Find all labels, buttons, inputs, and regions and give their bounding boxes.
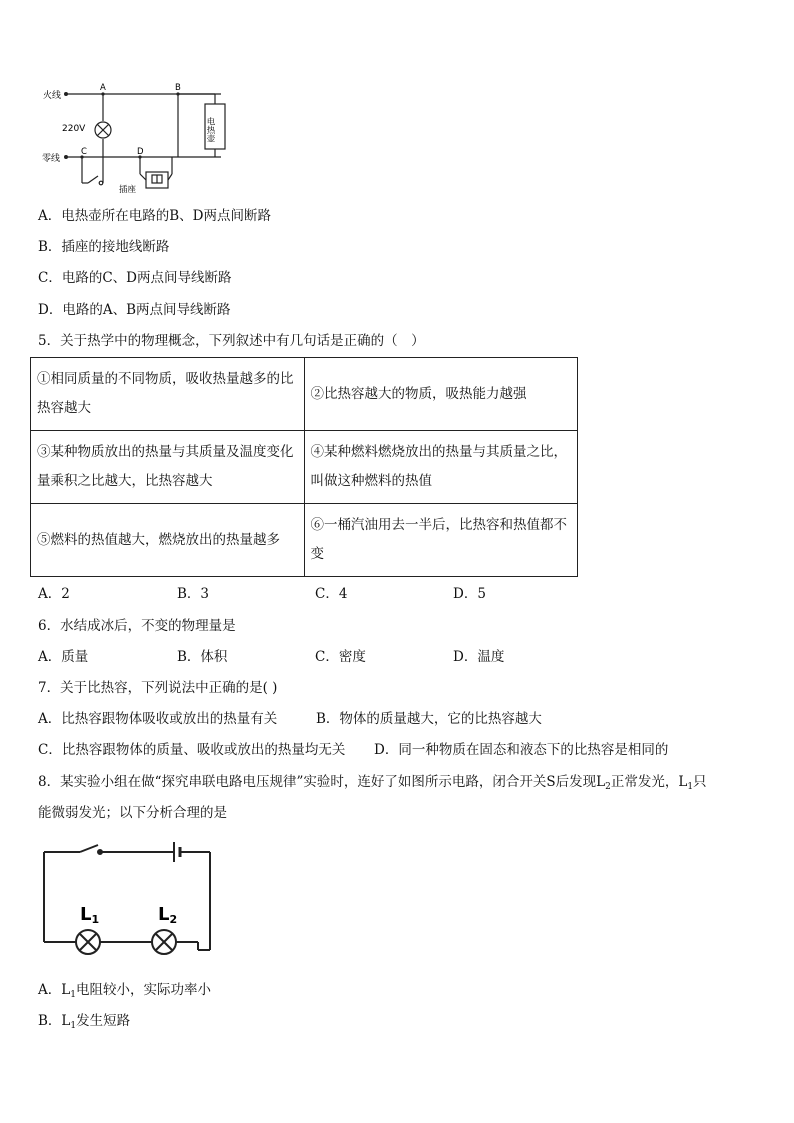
q7-option-a[interactable]: A．比热容跟物体吸收或放出的热量有关 (38, 711, 278, 727)
socket-label: 插座 (119, 185, 137, 195)
series-circuit-diagram (38, 840, 218, 962)
q4-option-a[interactable]: A．电热壶所在电路的B、D两点间断路 (38, 208, 271, 224)
q5-option-b[interactable]: B．3 (177, 586, 210, 602)
q6-option-c[interactable]: C．密度 (315, 649, 366, 665)
q7-option-c[interactable]: C．比热容跟物体的质量、吸收或放出的热量均无关 (38, 742, 346, 758)
q5-option-c[interactable]: C．4 (315, 586, 348, 602)
voltage-label: 220V (62, 124, 86, 134)
q5-option-a[interactable]: A．2 (38, 586, 70, 602)
statement-1: ①相同质量的不同物质，吸收热量越多的比热容越大 (31, 358, 305, 431)
q6-option-b[interactable]: B．体积 (177, 649, 228, 665)
q7-option-d[interactable]: D．同一种物质在固态和液态下的比热容是相同的 (374, 742, 669, 758)
statement-4: ④某种燃料燃烧放出的热量与其质量之比，叫做这种燃料的热值 (304, 431, 578, 504)
point-a-label: A (100, 83, 106, 93)
statement-6: ⑥一桶汽油用去一半后，比热容和热值都不变 (304, 504, 578, 577)
statement-2: ②比热容越大的物质，吸热能力越强 (304, 358, 578, 431)
q4-option-b[interactable]: B．插座的接地线断路 (38, 239, 170, 255)
lamp-l2-label: L2 (158, 904, 178, 926)
household-circuit-diagram (36, 80, 236, 196)
point-c-label: C (81, 147, 87, 157)
statement-3: ③某种物质放出的热量与其质量及温度变化量乘积之比越大，比热容越大 (31, 431, 305, 504)
q5-statement-table (30, 357, 578, 577)
q6-option-a[interactable]: A．质量 (38, 649, 89, 665)
lamp-l1-label: L1 (80, 904, 100, 926)
q4-option-c[interactable]: C．电路的C、D两点间导线断路 (38, 270, 232, 286)
q5-option-d[interactable]: D．5 (453, 586, 486, 602)
point-d-label: D (137, 147, 144, 157)
q8-stem-line1: 8．某实验小组在做“探究串联电路电压规律”实验时，连好了如图所示电路，闭合开关S后发现$L_2$正常发光，$L_1$只 (38, 774, 707, 792)
live-wire-label: 火线 (43, 91, 62, 101)
point-b-label: B (175, 83, 181, 93)
q6-option-d[interactable]: D．温度 (453, 649, 505, 665)
q4-option-d[interactable]: D．电路的A、B两点间导线断路 (38, 302, 231, 318)
q7-stem: 7．关于比热容，下列说法中正确的是( ) (38, 680, 278, 696)
q7-option-b[interactable]: B．物体的质量越大，它的比热容越大 (316, 711, 542, 727)
statement-5: ⑤燃料的热值越大，燃烧放出的热量越多 (31, 504, 305, 577)
q5-stem: 5．关于热学中的物理概念，下列叙述中有几句话是正确的（ ） (38, 333, 425, 349)
neutral-wire-label: 零线 (42, 154, 61, 164)
q8-option-b[interactable]: B．$L_1$发生短路 (38, 1013, 131, 1031)
q6-stem: 6．水结成冰后，不变的物理量是 (38, 618, 236, 634)
q8-stem-line2: 能微弱发光；以下分析合理的是 (38, 805, 227, 821)
q8-option-a[interactable]: A．$L_1$电阻较小，实际功率小 (38, 982, 211, 1000)
kettle-label: 电热壶 (205, 117, 215, 143)
